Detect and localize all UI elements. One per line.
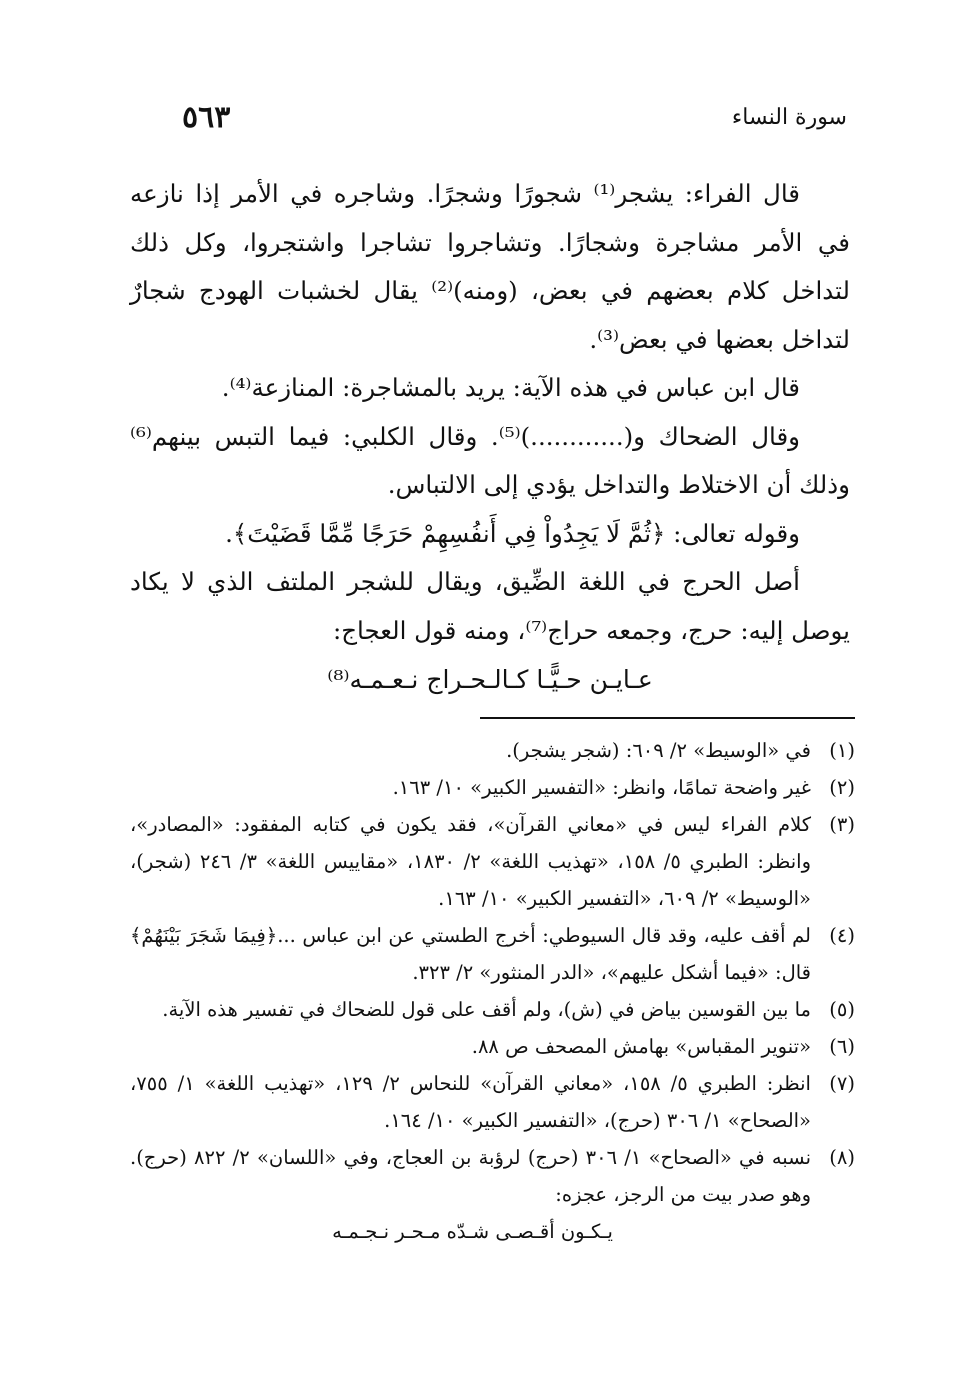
footnote-text: ما بين القوسين بياض في (ش)، ولم أقف على قول للضحاك في تفسير هذه الآية. [162,998,811,1021]
footnote-item [130,991,855,1028]
footnote-number: (٨) [829,1146,855,1169]
footnote-item [130,1139,855,1213]
footnote-number: (٢) [829,776,855,799]
footnote-number: (٧) [829,1072,855,1095]
footnote-text: غير واضحة تمامًا، وانظر: «التفسير الكبير» ١٠/ ١٦٣. [392,776,811,799]
page-header-title: سورة النساء [731,105,847,130]
footnote-text: في «الوسيط» ٢/ ٦٠٩: (شجر يشجر). [506,739,811,762]
footnote-item [130,1065,855,1139]
main-text [130,170,850,655]
footnote-item [130,917,855,991]
paragraph-farra: قال الفراء: يشجر⁽¹⁾ شجورًا وشجرًا. وشاجره في الأمر إذا نازعه في الأمر مشاجرة وشجارًا. وتشاجروا تشاجرا واشتجروا، وكل ذلك لتداخل كلام بعضهم في بعض، (ومنه)⁽²⁾ يقال لخشبات الهودج شجارٌ لتداخل بعضها في بعض⁽³⁾. [130,179,850,354]
footnote-item [130,769,855,806]
footnote-number: (٥) [829,998,855,1021]
footnote-text: لم أقف عليه، وقد قال السيوطي: أخرج الطستي عن ابن عباس ...﴿فِيمَا شَجَرَ بَيْنَهُمْ﴾ قال: «فيما أشكل عليهم»، «الدر المنثور» ٢/ ٣٢٣. [130,924,811,984]
footnote-number: (١) [829,739,855,762]
paragraph-quran-verse: وقوله تعالى: ﴿ثُمَّ لَا يَجِدُواْ فِي أَنفُسِهِمْ حَرَجًا مِّمَّا قَضَيْتَ﴾. [225,518,800,548]
footnotes [130,732,855,1250]
footnote-text: «تنوير المقباس» بهامش المصحف ص ٨٨. [471,1035,811,1058]
footnote-text: نسبه في «الصحاح» ١/ ٣٠٦ (حرج) لرؤبة بن العجاج، وفي «اللسان» ٢/ ٨٢٢ (حرج). وهو صدر بيت من الرجز، عجزه: [130,1146,811,1206]
poetry-verse: عـايـن حـيًّـا كـالـحـراج نـعـمـه⁽⁸⁾ [327,665,653,694]
footnote-number: (٦) [829,1035,855,1058]
page-number: ٥٦٣ [182,100,231,135]
footnote-item [130,1028,855,1065]
footnote-text: انظر: الطبري ٥/ ١٥٨، «معاني القرآن» للنحاس ٢/ ١٢٩، «تهذيب اللغة» ١/ ٧٥٥، «الصحاح» ١/ ٣٠٦ (حرج)، «التفسير الكبير» ١٠/ ١٦٤. [130,1072,811,1132]
footnote-number: (٣) [829,813,855,836]
paragraph-ibn-abbas: قال ابن عباس في هذه الآية: يريد بالمشاجرة: المنازعة⁽⁴⁾. [221,373,800,402]
paragraph-dahhak: وقال الضحاك و(............)⁽⁵⁾. وقال الكلبي: فيما التبس بينهم⁽⁶⁾ وذلك أن الاختلاط والتداخل يؤدي إلى الالتباس. [130,421,850,499]
footnote-poetry-verse: يـكـون أقـصـى شـدّه مـحـر نـجـمـه [332,1220,613,1243]
paragraph-haraj: أصل الحرج في اللغة الضِّيق، ويقال للشجر الملتف الذي لا يكاد يوصل إليه: حرج، وجمعه حراج⁽⁷⁾، ومنه قول العجاج: [130,567,850,645]
footnote-item [130,806,855,917]
footnote-number: (٤) [829,924,855,947]
footnote-item [130,732,855,769]
footnote-text: كلام الفراء ليس في «معاني القرآن»، فقد يكون في كتابه المفقود: «المصادر»، وانظر: الطبري ٥/ ١٥٨، «تهذيب اللغة» ٢/ ١٨٣٠، «مقاييس اللغة» ٣/ ٢٤٦ (شجر)، «الوسيط» ٢/ ٦٠٩، «التفسير الكبير» ١٠/ ١٦٣. [130,813,811,910]
footnote-divider [480,717,855,719]
